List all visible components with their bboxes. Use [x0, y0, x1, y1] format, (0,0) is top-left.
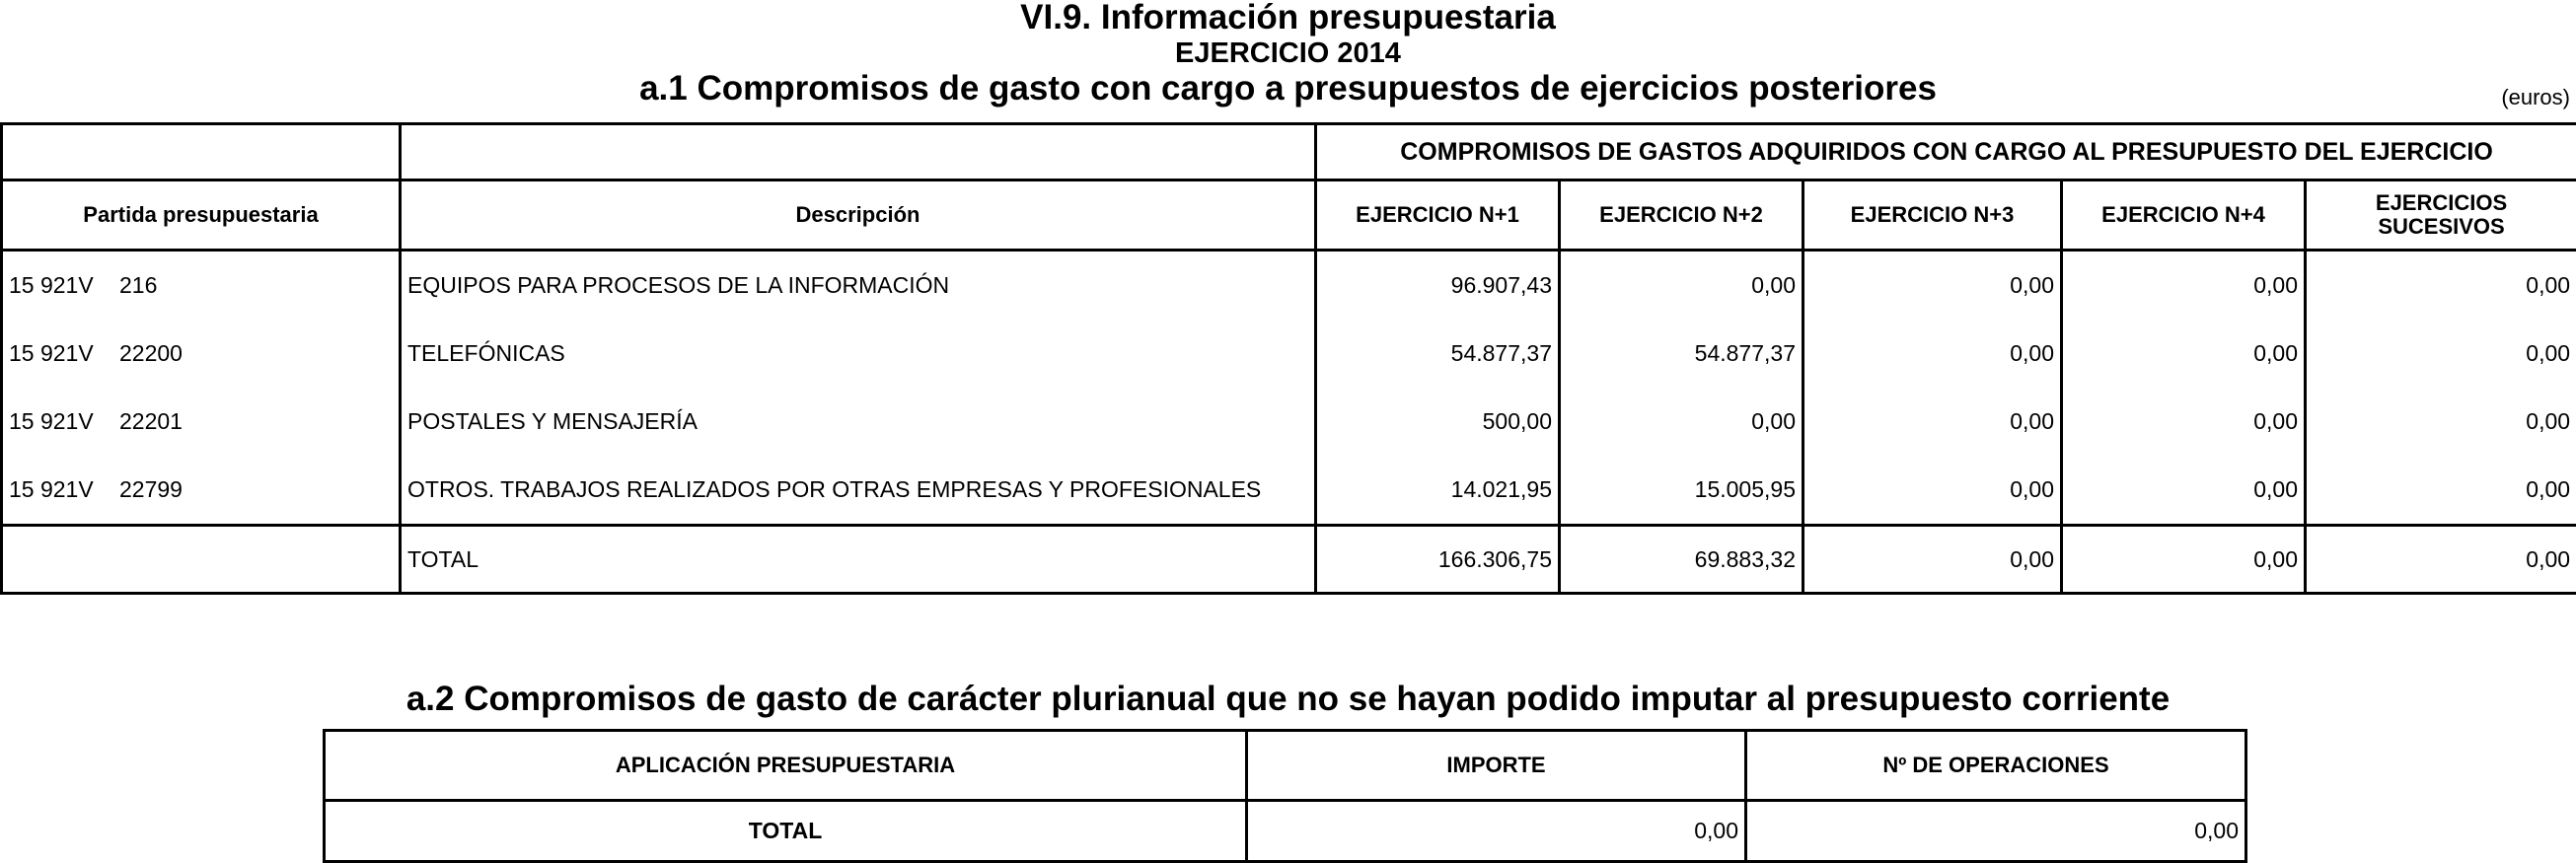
- table-header-row-columns: [2, 180, 2576, 251]
- total-label: TOTAL: [401, 526, 1316, 594]
- partida-section-code: 15 921V: [9, 340, 119, 367]
- cell-n1: 500,00: [1316, 388, 1560, 456]
- group-header: COMPROMISOS DE GASTOS ADQUIRIDOS CON CARGO AL PRESUPUESTO DEL EJERCICIO: [1316, 124, 2576, 180]
- cell-n4: 0,00: [2062, 320, 2306, 388]
- column-header-n1: EJERCICIO N+1: [1316, 180, 1560, 251]
- partida-section-code: 15 921V: [9, 476, 119, 503]
- partida-section-code: 15 921V: [9, 408, 119, 435]
- column-header-partida: Partida presupuestaria: [2, 180, 401, 251]
- cell-partida: [2, 388, 401, 456]
- column-header-descripcion: Descripción: [401, 180, 1316, 251]
- cell-n3: 0,00: [1803, 388, 2062, 456]
- currency-units: (euros): [2501, 85, 2570, 110]
- total-n2: 69.883,32: [1560, 526, 1803, 594]
- cell-n4: 0,00: [2062, 388, 2306, 456]
- section-a1-title: a.1 Compromisos de gasto con cargo a presupuestos de ejercicios posteriores: [0, 69, 2576, 108]
- partida-concept-code: 22201: [119, 408, 183, 434]
- cell-n2: 0,00: [1560, 251, 1803, 321]
- column-header-n4: EJERCICIO N+4: [2062, 180, 2306, 251]
- cell-descripcion: TELEFÓNICAS: [401, 320, 1316, 388]
- total-importe: 0,00: [1247, 801, 1746, 862]
- total-operaciones: 0,00: [1746, 801, 2246, 862]
- table-header-row: [325, 731, 2246, 801]
- partida-concept-code: 22799: [119, 476, 183, 502]
- total-row: [2, 526, 2576, 594]
- table-header-row-group: [2, 124, 2576, 180]
- column-header-sucesivos-line1: EJERCICIOS: [2313, 191, 2570, 215]
- table-row: [2, 388, 2576, 456]
- cell-n4: 0,00: [2062, 456, 2306, 526]
- cell-n3: 0,00: [1803, 456, 2062, 526]
- cell-n2: 0,00: [1560, 388, 1803, 456]
- cell-descripcion: EQUIPOS PARA PROCESOS DE LA INFORMACIÓN: [401, 251, 1316, 321]
- cell-n2: 54.877,37: [1560, 320, 1803, 388]
- total-n1: 166.306,75: [1316, 526, 1560, 594]
- section-a2-title: a.2 Compromisos de gasto de carácter plurianual que no se hayan podido imputar al presupuesto corriente: [0, 680, 2576, 719]
- column-header-n3: EJERCICIO N+3: [1803, 180, 2062, 251]
- cell-sucesivos: 0,00: [2306, 456, 2576, 526]
- table-row: [2, 320, 2576, 388]
- column-header-sucesivos: [2306, 180, 2576, 251]
- document-title: VI.9. Información presupuestaria: [0, 0, 2576, 37]
- cell-sucesivos: 0,00: [2306, 320, 2576, 388]
- cell-n1: 14.021,95: [1316, 456, 1560, 526]
- table-row: [2, 251, 2576, 321]
- header-empty-partida: [2, 124, 401, 180]
- header-empty-descripcion: [401, 124, 1316, 180]
- column-header-operaciones: Nº DE OPERACIONES: [1746, 731, 2246, 801]
- cell-partida: [2, 456, 401, 526]
- cell-sucesivos: 0,00: [2306, 251, 2576, 321]
- cell-n4: 0,00: [2062, 251, 2306, 321]
- multiyear-commitments-table: [323, 729, 2247, 863]
- column-header-aplicacion: APLICACIÓN PRESUPUESTARIA: [325, 731, 1247, 801]
- partida-section-code: 15 921V: [9, 272, 119, 299]
- cell-n3: 0,00: [1803, 251, 2062, 321]
- cell-n2: 15.005,95: [1560, 456, 1803, 526]
- cell-descripcion: OTROS. TRABAJOS REALIZADOS POR OTRAS EMPRESAS Y PROFESIONALES: [401, 456, 1316, 526]
- commitments-table: [0, 122, 2576, 595]
- column-header-importe: IMPORTE: [1247, 731, 1746, 801]
- column-header-sucesivos-line2: SUCESIVOS: [2313, 215, 2570, 239]
- total-n4: 0,00: [2062, 526, 2306, 594]
- cell-partida: [2, 251, 401, 321]
- partida-concept-code: 216: [119, 272, 157, 298]
- cell-descripcion: POSTALES Y MENSAJERÍA: [401, 388, 1316, 456]
- partida-concept-code: 22200: [119, 340, 183, 366]
- cell-n1: 96.907,43: [1316, 251, 1560, 321]
- total-n3: 0,00: [1803, 526, 2062, 594]
- fiscal-year: EJERCICIO 2014: [0, 37, 2576, 70]
- total-row: [325, 801, 2246, 862]
- total-sucesivos: 0,00: [2306, 526, 2576, 594]
- cell-sucesivos: 0,00: [2306, 388, 2576, 456]
- total-empty-cell: [2, 526, 401, 594]
- total-label: TOTAL: [325, 801, 1247, 862]
- cell-n3: 0,00: [1803, 320, 2062, 388]
- column-header-n2: EJERCICIO N+2: [1560, 180, 1803, 251]
- cell-partida: [2, 320, 401, 388]
- cell-n1: 54.877,37: [1316, 320, 1560, 388]
- table-row: [2, 456, 2576, 526]
